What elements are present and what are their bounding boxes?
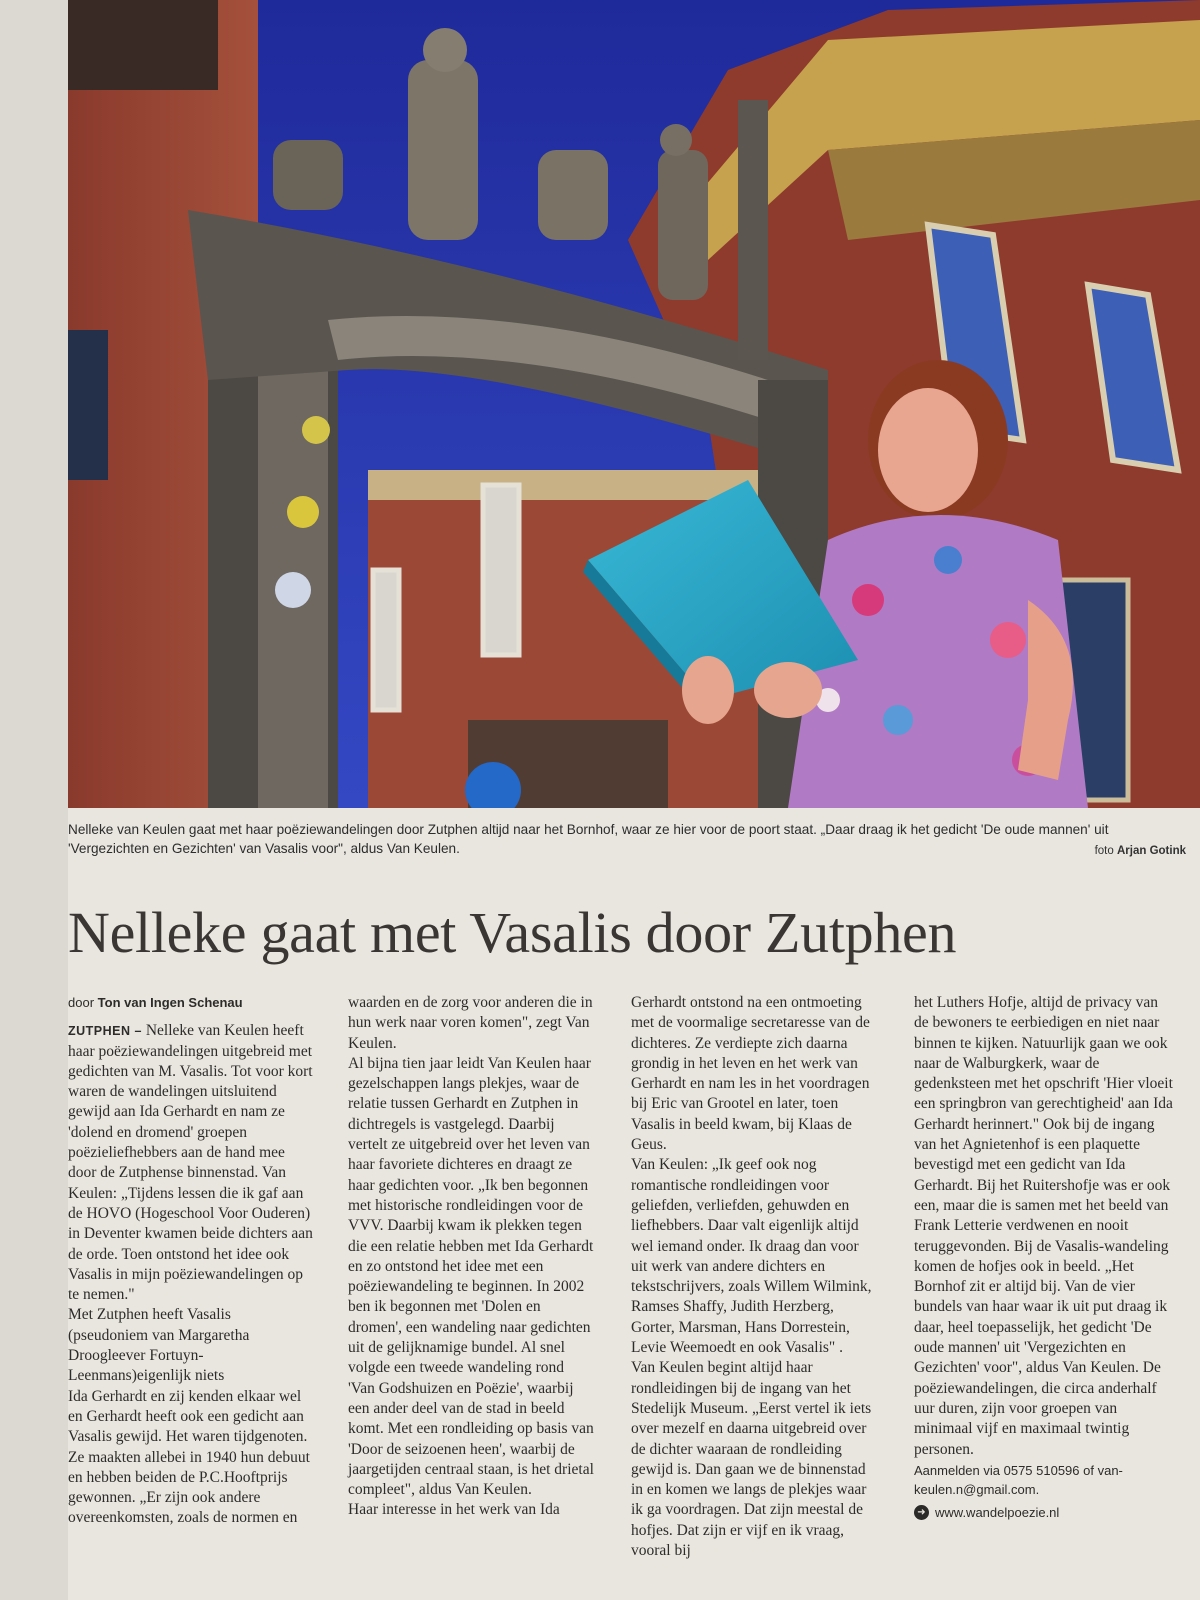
paragraph: Ida Gerhardt en zij kenden elkaar wel en Gerhardt heeft ook een gedicht aan Vasalis gewijd. Het waren tijdgenoten. Ze maakten allebei in 1940 hun debuut en hebben beiden de P.C.Hooftprijs gewonnen. „Er zijn ook andere overeenkomsten, zoals de normen en [68,1387,310,1527]
arrow-icon: ➜ [914,1505,929,1520]
byline-author: Ton van Ingen Schenau [97,995,243,1010]
website-link[interactable] [914,1503,1176,1522]
byline-prefix: door [68,995,95,1010]
paragraph: Van Keulen begint altijd haar rondleidingen bij de ingang van het Stedelijk Museum. „Eerst vertel ik iets over mezelf en daarna uitgebreid over de dichter waaraan de rondleiding gewijd is. Dan gaan we de binnenstad in en komen we langs de plekjes waar ik ga voordragen. Dat zijn meestal de hofjes. Dat zijn er vijf en ik vraag, vooral bij [631,1359,872,1560]
paragraph: Gerhardt ontstond na een ontmoeting met de voormalige secretaresse van de dichteres. Ze verdiepte zich daarna grondig in het leven en het werk van Gerhardt en nam les in het voordragen bij Eric van Grootel en later, toen Vasalis in beeld kwam, bij Klaas de Geus. [631,994,870,1154]
credit-name: Arjan Gotink [1116,845,1186,857]
headline: Nelleke gaat met Vasalis door Zutphen [68,900,957,965]
paragraph [68,1021,314,1305]
paragraph-text: Nelleke van Keulen heeft haar poëziewandelingen uitgebreid met gedichten van M. Vasalis. Tot voor kort waren de wandelingen uitsluitend gewijd aan Ida Gerhardt en nam ze 'dolend en dromend' groepen poëzieliefhebbers aan de hand mee door de Zutphense binnenstad. Van Keulen: „Tijdens lessen die ik gaf aan de HOVO (Hogeschool Voor Ouderen) in Deventer kwamen beide dichters aan de orde. Toen ontstond het idee ook Vasalis in mijn poëziewandelingen op te nemen." [68,1022,313,1304]
article-column-1 [68,993,314,1529]
article-column-4 [914,993,1176,1522]
page-margin [0,0,68,1600]
paragraph: Haar interesse in het werk van Ida [348,1501,560,1519]
photo-caption: Nelleke van Keulen gaat met haar poëziewandelingen door Zutphen altijd naar het Bornhof, waar ze hier voor de poort staat. „Daar draag ik het gedicht 'De oude mannen' uit 'Vergezichten en Gezichten' van Vasalis voor", aldus Van Keulen. [68,822,1109,856]
paragraph: waarden en de zorg voor anderen die in hun werk naar voren komen", zegt Van Keulen. [348,994,593,1052]
paragraph: het Luthers Hofje, altijd de privacy van de bewoners te eerbiedigen en niet naar binnen te kijken. Natuurlijk gaan we ook naar de Walburgkerk, waar de gedenksteen met het opschrift 'Hier vloeit een springbron van gerechtigheid' aan Ida Gerhardt herinnert." Ook bij de ingang van het Agnietenhof is een plaquette bevestigd met een gedicht van Ida Gerhardt. Bij het Ruitershofje was er ook een, maar die is samen met het beeld van Frank Letterie verdwenen en nooit teruggevonden. Bij de Vasalis-wandeling komen de hofjes ook in beeld. „Het Bornhof zit er altijd bij. Van de vier bundels van haar waar ik uit put draag ik daar, heel toepasselijk, het gedicht 'De oude mannen' uit 'Vergezichten en Gezichten' voor", aldus Van Keulen. De poëziewandelingen, die circa anderhalf uur duren, zijn voor groepen van minimaal vijf en maximaal twintig personen. [914,994,1173,1458]
dateline: ZUTPHEN – [68,1024,142,1039]
article-column-3 [631,993,877,1561]
article-photo [68,0,1200,808]
article-column-2 [348,993,594,1521]
paragraph: Al bijna tien jaar leidt Van Keulen haar gezelschappen langs plekjes, waar de relatie tussen Gerhardt en Zutphen in dichtregels is vastgelegd. Daarbij vertelt ze uitgebreid over het leven van haar favoriete dichteres en draagt ze haar gedichten voor. „Ik ben begonnen met historische rondleidingen voor de VVV. Daarbij kwam ik plekken tegen die een relatie hebben met Ida Gerhardt en zo ontstond het idee met een poëziewandeling te beginnen. In 2002 ben ik begonnen met 'Dolen en dromen', een wandeling naar gedichten uit de gelijknamige bundel. Al snel volgde een tweede wandeling rond 'Van Godshuizen en Poëzie', waarbij een ander deel van de stad in beeld komt. Met een rondleiding op basis van 'Door de seizoenen heen', waarbij de jaargetijden centraal staan, is het drietal compleet", aldus Van Keulen. [348,1054,594,1499]
photo-credit [1095,845,1186,857]
paragraph: Met Zutphen heeft Vasalis (pseudoniem van Margaretha Droogleever Fortuyn-Leenmans)eigenlijk niets [68,1306,250,1385]
website-url[interactable]: www.wandelpoezie.nl [935,1504,1060,1520]
signup-info: Aanmelden via 0575 510596 of van-keulen.n@gmail.com. [914,1462,1123,1497]
paragraph: Van Keulen: „Ik geef ook nog romantische rondleidingen voor geliefden, verliefden, gehuwden en liefhebbers. Daar valt eigenlijk altijd wel iemand onder. Ik draag dan voor uit werk van andere dichters en tekstschrijvers, zoals Willem Wilmink, Ramses Shaffy, Judith Herzberg, Gorter, Marsman, Hans Dorrestein, Levie Weemoedt en ook Vasalis" . [631,1156,872,1357]
byline [68,993,314,1013]
credit-prefix: foto [1094,845,1114,857]
